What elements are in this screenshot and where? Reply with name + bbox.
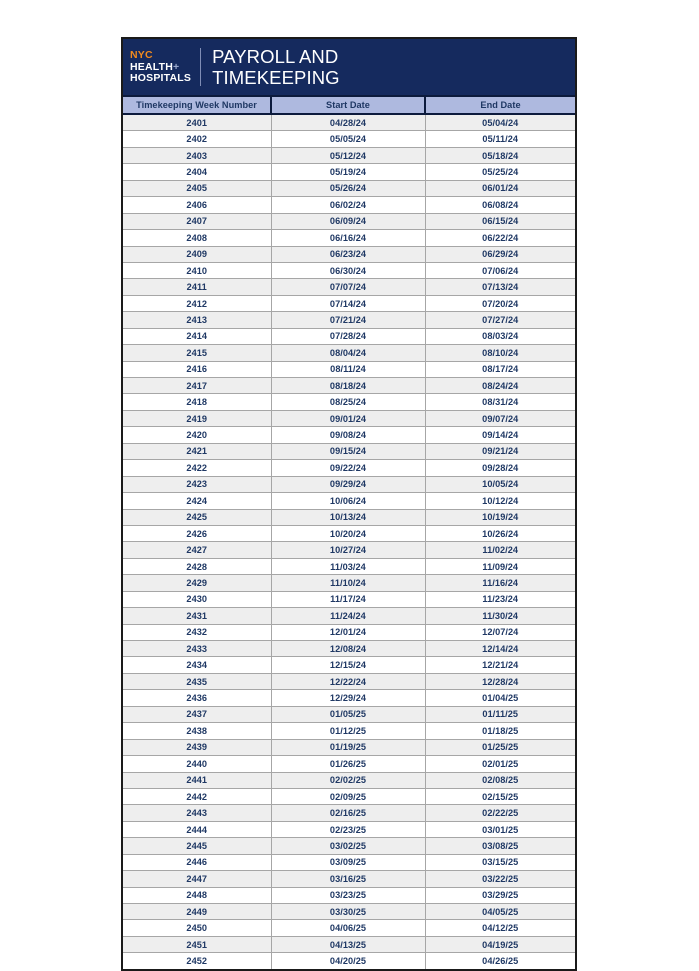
cell-week-number: 2420 [123,427,271,443]
cell-end-date: 11/30/24 [425,608,575,624]
cell-end-date: 08/17/24 [425,361,575,377]
cell-end-date: 08/24/24 [425,378,575,394]
cell-end-date: 10/26/24 [425,525,575,541]
cell-week-number: 2427 [123,542,271,558]
cell-week-number: 2428 [123,558,271,574]
cell-start-date: 03/09/25 [271,854,425,870]
table-row [123,657,575,673]
cell-start-date: 06/09/24 [271,213,425,229]
cell-end-date: 07/27/24 [425,312,575,328]
cell-start-date: 06/23/24 [271,246,425,262]
cell-week-number: 2423 [123,476,271,492]
cell-start-date: 12/08/24 [271,641,425,657]
table-body [123,114,575,969]
table-header-row [123,97,575,114]
cell-end-date: 10/19/24 [425,509,575,525]
cell-week-number: 2434 [123,657,271,673]
cell-week-number: 2417 [123,378,271,394]
cell-start-date: 10/27/24 [271,542,425,558]
cell-week-number: 2432 [123,624,271,640]
table-row [123,838,575,854]
cell-start-date: 08/18/24 [271,378,425,394]
table-row [123,525,575,541]
table-row [123,476,575,492]
cell-week-number: 2447 [123,871,271,887]
cell-start-date: 03/02/25 [271,838,425,854]
table-row [123,936,575,952]
cell-end-date: 06/22/24 [425,230,575,246]
table-row [123,821,575,837]
table-row [123,493,575,509]
cell-start-date: 12/15/24 [271,657,425,673]
table-row [123,230,575,246]
cell-end-date: 05/18/24 [425,147,575,163]
cell-week-number: 2419 [123,410,271,426]
cell-end-date: 04/12/25 [425,920,575,936]
cell-start-date: 05/26/24 [271,180,425,196]
cell-week-number: 2433 [123,641,271,657]
cell-end-date: 01/25/25 [425,739,575,755]
cell-end-date: 10/12/24 [425,493,575,509]
table-row [123,871,575,887]
cell-week-number: 2410 [123,262,271,278]
cell-start-date: 04/13/25 [271,936,425,952]
table-row [123,345,575,361]
cell-end-date: 08/10/24 [425,345,575,361]
table-row [123,361,575,377]
cell-start-date: 11/24/24 [271,608,425,624]
cell-end-date: 10/05/24 [425,476,575,492]
cell-start-date: 12/29/24 [271,690,425,706]
cell-week-number: 2425 [123,509,271,525]
banner-divider [200,48,201,86]
cell-week-number: 2440 [123,756,271,772]
cell-week-number: 2448 [123,887,271,903]
document-banner [123,39,575,97]
cell-week-number: 2443 [123,805,271,821]
cell-week-number: 2449 [123,904,271,920]
cell-end-date: 09/14/24 [425,427,575,443]
cell-start-date: 06/02/24 [271,197,425,213]
cell-start-date: 01/12/25 [271,723,425,739]
cell-end-date: 06/15/24 [425,213,575,229]
cell-week-number: 2438 [123,723,271,739]
cell-week-number: 2405 [123,180,271,196]
cell-end-date: 03/15/25 [425,854,575,870]
logo-health-word: HEALTH [130,60,174,73]
table-row [123,164,575,180]
cell-end-date: 11/09/24 [425,558,575,574]
cell-end-date: 02/22/25 [425,805,575,821]
table-row [123,279,575,295]
cell-start-date: 11/17/24 [271,591,425,607]
cell-end-date: 04/19/25 [425,936,575,952]
cell-week-number: 2437 [123,706,271,722]
cell-week-number: 2429 [123,575,271,591]
cell-end-date: 11/02/24 [425,542,575,558]
cell-end-date: 06/29/24 [425,246,575,262]
cell-week-number: 2446 [123,854,271,870]
cell-week-number: 2445 [123,838,271,854]
cell-end-date: 03/08/25 [425,838,575,854]
cell-end-date: 05/11/24 [425,131,575,147]
cell-start-date: 03/30/25 [271,904,425,920]
table-row [123,690,575,706]
table-row [123,641,575,657]
cell-end-date: 03/22/25 [425,871,575,887]
table-row [123,262,575,278]
cell-start-date: 03/16/25 [271,871,425,887]
timekeeping-week-table [123,97,575,969]
table-row [123,443,575,459]
column-header-week-number: Timekeeping Week Number [123,97,271,114]
cell-end-date: 05/25/24 [425,164,575,180]
logo-nyc-text: NYC [130,49,153,62]
cell-week-number: 2426 [123,525,271,541]
cell-week-number: 2431 [123,608,271,624]
cell-start-date: 07/07/24 [271,279,425,295]
cell-week-number: 2418 [123,394,271,410]
cell-start-date: 09/01/24 [271,410,425,426]
cell-end-date: 01/11/25 [425,706,575,722]
table-row [123,427,575,443]
column-header-end-date: End Date [425,97,575,114]
cell-start-date: 02/02/25 [271,772,425,788]
cell-week-number: 2406 [123,197,271,213]
cell-week-number: 2416 [123,361,271,377]
cell-start-date: 04/28/24 [271,114,425,131]
cell-end-date: 11/23/24 [425,591,575,607]
cell-week-number: 2435 [123,673,271,689]
cell-end-date: 12/07/24 [425,624,575,640]
column-header-start-date: Start Date [271,97,425,114]
cell-start-date: 07/21/24 [271,312,425,328]
cell-end-date: 09/07/24 [425,410,575,426]
table-row [123,772,575,788]
cell-end-date: 03/01/25 [425,821,575,837]
cell-week-number: 2408 [123,230,271,246]
document-title-line-1: PAYROLL AND [212,45,339,67]
table-row [123,739,575,755]
cell-start-date: 10/13/24 [271,509,425,525]
table-row [123,246,575,262]
cell-end-date: 02/08/25 [425,772,575,788]
cell-week-number: 2424 [123,493,271,509]
cell-week-number: 2413 [123,312,271,328]
cell-start-date: 06/16/24 [271,230,425,246]
document-title [212,46,575,89]
plus-icon: + [173,60,180,73]
table-row [123,509,575,525]
cell-week-number: 2441 [123,772,271,788]
table-row [123,887,575,903]
cell-end-date: 08/03/24 [425,328,575,344]
cell-start-date: 09/08/24 [271,427,425,443]
cell-start-date: 10/20/24 [271,525,425,541]
table-row [123,328,575,344]
table-row [123,920,575,936]
cell-week-number: 2401 [123,114,271,131]
cell-start-date: 02/23/25 [271,821,425,837]
table-row [123,131,575,147]
cell-week-number: 2404 [123,164,271,180]
cell-start-date: 09/29/24 [271,476,425,492]
cell-week-number: 2436 [123,690,271,706]
cell-start-date: 05/05/24 [271,131,425,147]
table-row [123,460,575,476]
cell-start-date: 04/20/25 [271,953,425,969]
table-row [123,591,575,607]
table-row [123,756,575,772]
cell-start-date: 02/16/25 [271,805,425,821]
table-row [123,197,575,213]
cell-start-date: 11/10/24 [271,575,425,591]
cell-end-date: 12/21/24 [425,657,575,673]
cell-end-date: 02/01/25 [425,756,575,772]
cell-end-date: 09/28/24 [425,460,575,476]
cell-week-number: 2442 [123,788,271,804]
table-row [123,953,575,969]
table-row [123,558,575,574]
cell-end-date: 12/28/24 [425,673,575,689]
cell-end-date: 04/05/25 [425,904,575,920]
cell-start-date: 08/04/24 [271,345,425,361]
logo-health-text [130,62,191,73]
table-row [123,147,575,163]
cell-end-date: 01/18/25 [425,723,575,739]
table-row [123,542,575,558]
cell-start-date: 11/03/24 [271,558,425,574]
cell-start-date: 09/15/24 [271,443,425,459]
cell-start-date: 02/09/25 [271,788,425,804]
cell-week-number: 2412 [123,295,271,311]
table-row [123,213,575,229]
cell-week-number: 2402 [123,131,271,147]
cell-week-number: 2444 [123,821,271,837]
table-row [123,378,575,394]
cell-start-date: 08/11/24 [271,361,425,377]
cell-end-date: 07/13/24 [425,279,575,295]
table-row [123,608,575,624]
cell-end-date: 04/26/25 [425,953,575,969]
cell-week-number: 2407 [123,213,271,229]
table-row [123,180,575,196]
table-row [123,673,575,689]
cell-start-date: 10/06/24 [271,493,425,509]
cell-start-date: 05/19/24 [271,164,425,180]
cell-start-date: 01/05/25 [271,706,425,722]
table-row [123,312,575,328]
table-row [123,805,575,821]
table-row [123,624,575,640]
nyc-health-hospitals-logo [130,50,200,84]
table-row [123,575,575,591]
cell-start-date: 03/23/25 [271,887,425,903]
cell-end-date: 09/21/24 [425,443,575,459]
cell-start-date: 05/12/24 [271,147,425,163]
cell-week-number: 2415 [123,345,271,361]
document-title-line-2: TIMEKEEPING [212,67,340,88]
table-row [123,706,575,722]
table-row [123,854,575,870]
cell-week-number: 2411 [123,279,271,295]
table-row [123,904,575,920]
cell-end-date: 07/20/24 [425,295,575,311]
cell-week-number: 2421 [123,443,271,459]
table-header [123,97,575,114]
cell-end-date: 02/15/25 [425,788,575,804]
cell-start-date: 01/19/25 [271,739,425,755]
cell-start-date: 12/01/24 [271,624,425,640]
cell-start-date: 07/14/24 [271,295,425,311]
payroll-timekeeping-document [121,37,577,971]
cell-week-number: 2439 [123,739,271,755]
logo-hospitals-text: HOSPITALS [130,72,192,85]
cell-end-date: 08/31/24 [425,394,575,410]
cell-start-date: 12/22/24 [271,673,425,689]
table-row [123,114,575,131]
cell-end-date: 07/06/24 [425,262,575,278]
cell-end-date: 01/04/25 [425,690,575,706]
cell-end-date: 06/01/24 [425,180,575,196]
table-row [123,410,575,426]
cell-start-date: 07/28/24 [271,328,425,344]
cell-week-number: 2414 [123,328,271,344]
cell-week-number: 2409 [123,246,271,262]
cell-end-date: 11/16/24 [425,575,575,591]
cell-start-date: 01/26/25 [271,756,425,772]
cell-week-number: 2403 [123,147,271,163]
cell-week-number: 2451 [123,936,271,952]
cell-end-date: 05/04/24 [425,114,575,131]
table-row [123,295,575,311]
table-row [123,723,575,739]
cell-start-date: 08/25/24 [271,394,425,410]
cell-week-number: 2422 [123,460,271,476]
cell-start-date: 09/22/24 [271,460,425,476]
cell-end-date: 06/08/24 [425,197,575,213]
cell-start-date: 06/30/24 [271,262,425,278]
cell-week-number: 2430 [123,591,271,607]
cell-end-date: 03/29/25 [425,887,575,903]
table-row [123,788,575,804]
table-row [123,394,575,410]
cell-week-number: 2450 [123,920,271,936]
cell-start-date: 04/06/25 [271,920,425,936]
cell-week-number: 2452 [123,953,271,969]
cell-end-date: 12/14/24 [425,641,575,657]
